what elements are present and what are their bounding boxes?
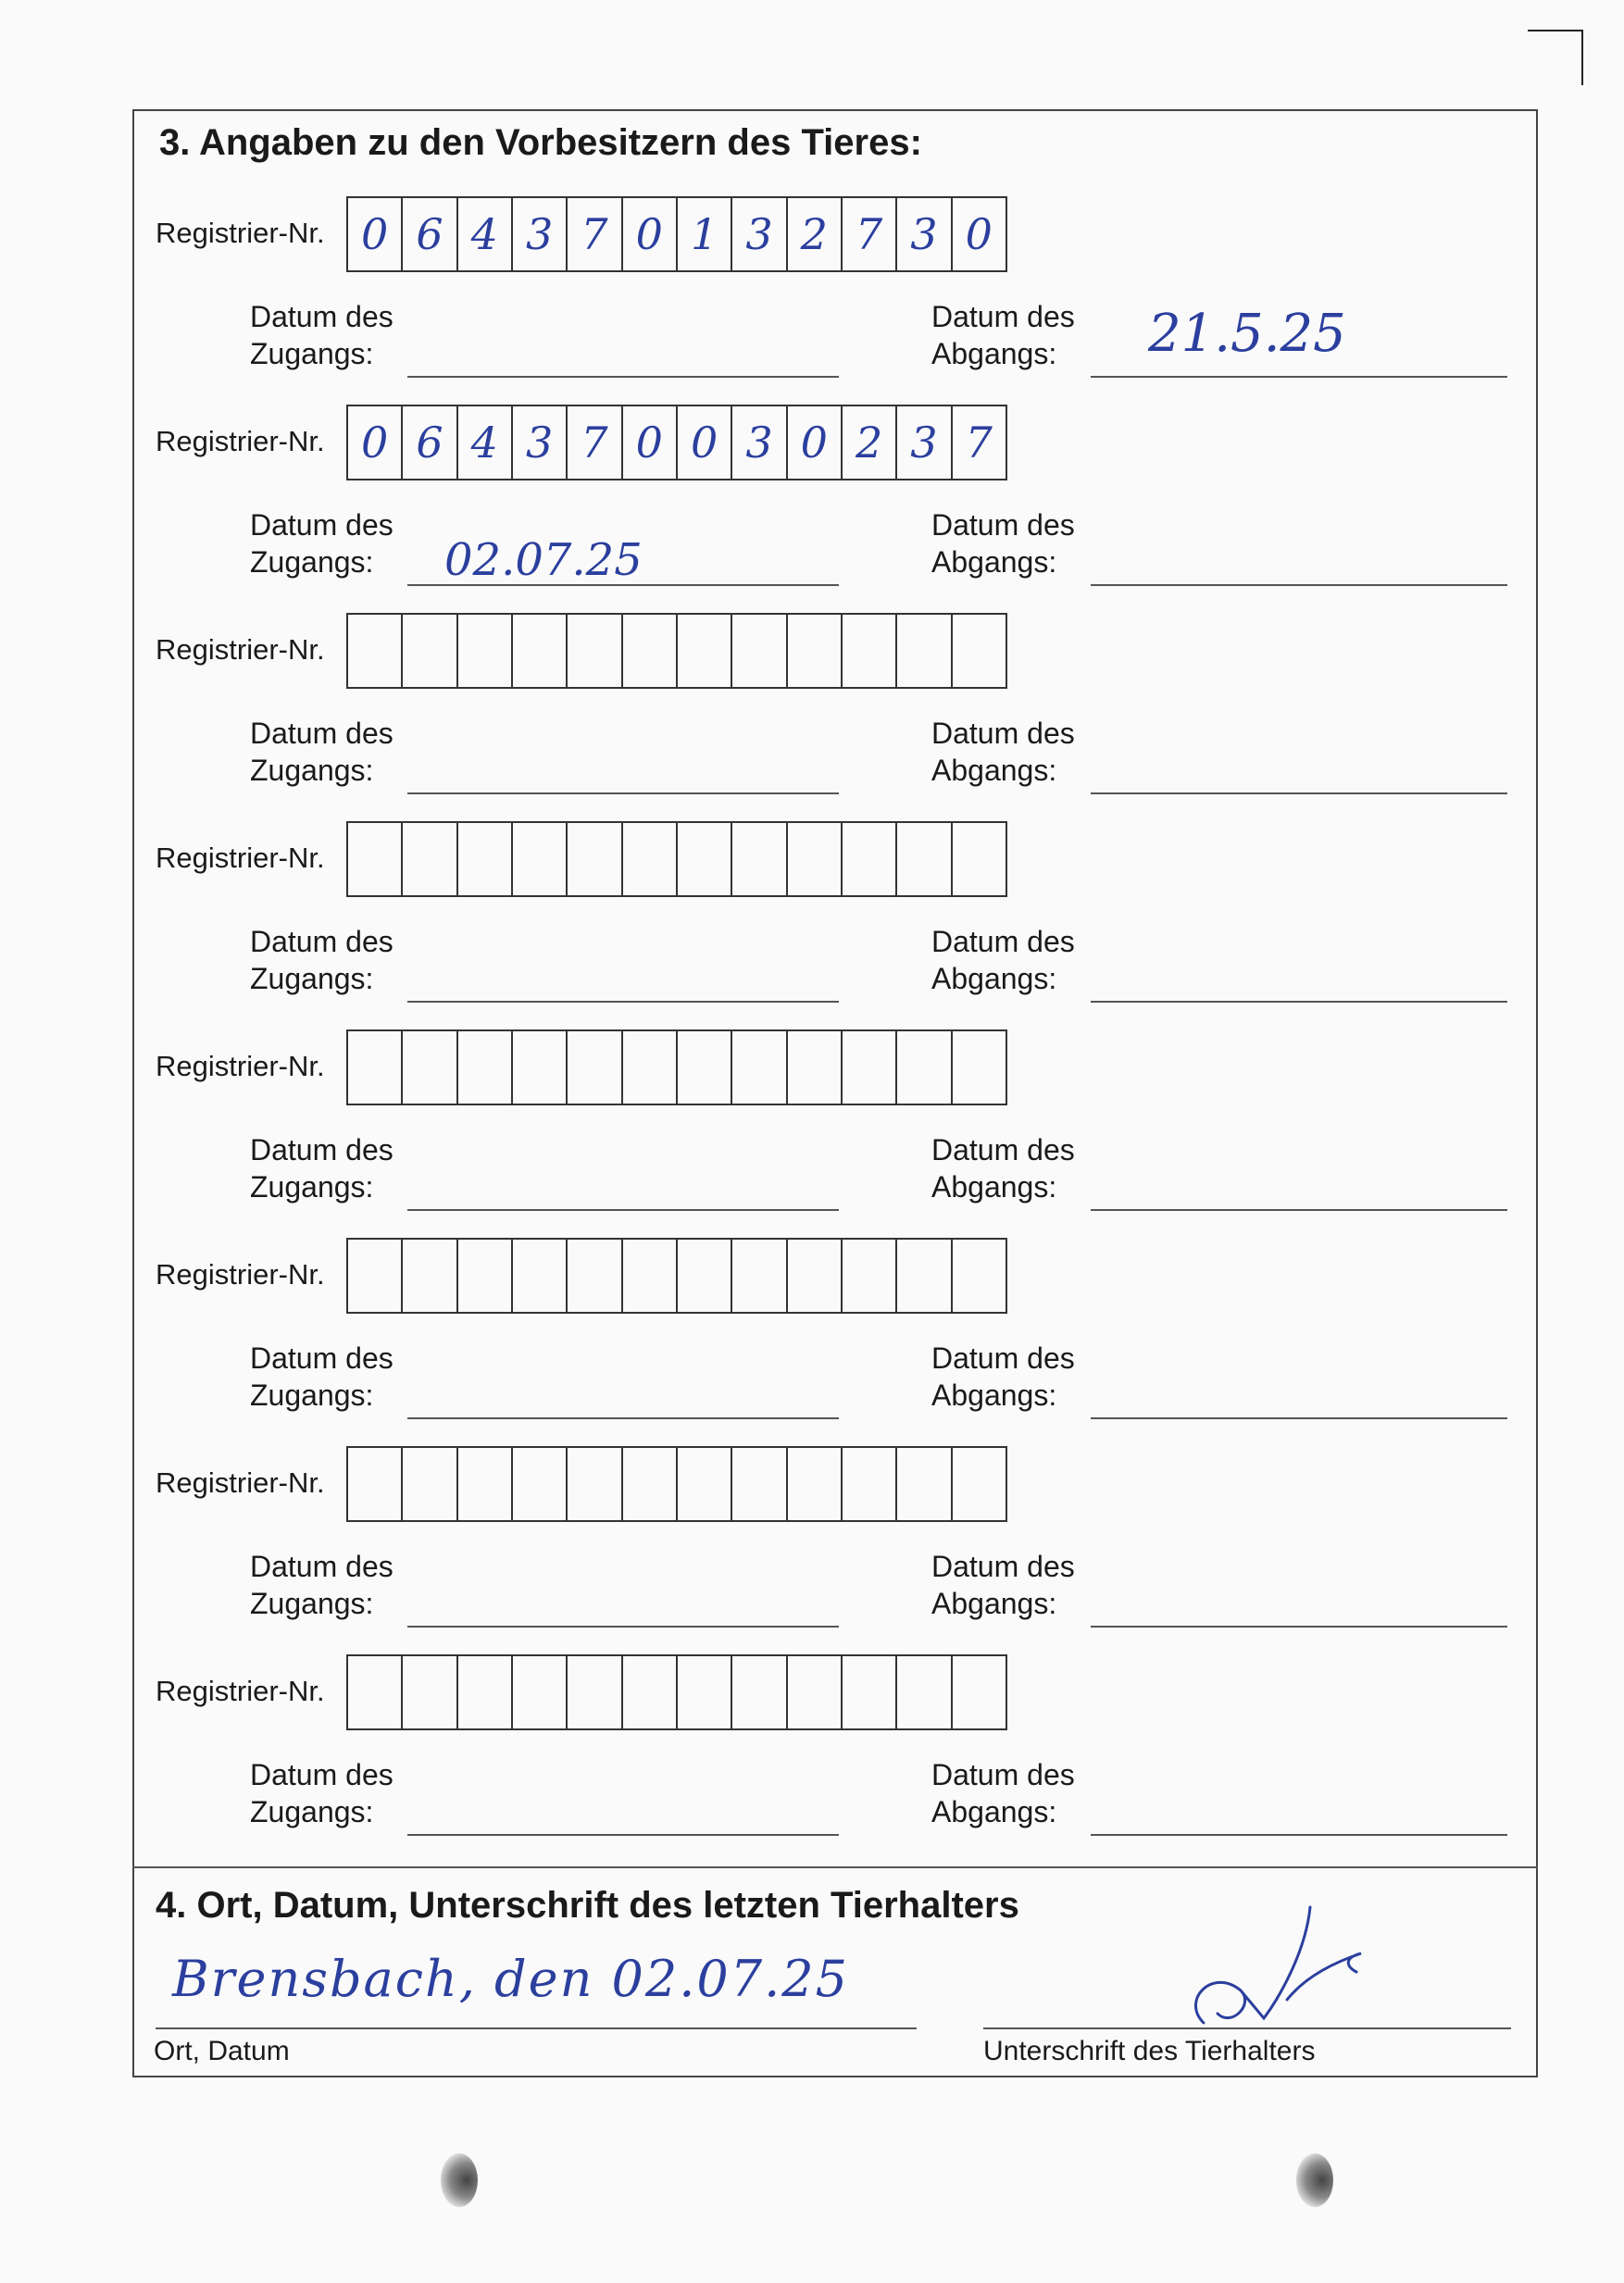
registrier-nr-digit-box[interactable]: [348, 1240, 403, 1312]
zugang-label-line2: Zugangs:: [250, 1379, 374, 1412]
registrier-nr-digit-box[interactable]: [348, 823, 403, 895]
registrier-nr-digit-box[interactable]: [348, 1031, 403, 1104]
registrier-nr-digit-box[interactable]: 0: [348, 198, 403, 270]
abgang-label-line1: Datum des: [931, 1550, 1075, 1583]
zugang-date-line: [407, 1626, 839, 1628]
zugang-label-line1: Datum des: [250, 1341, 394, 1375]
zugang-label-line1: Datum des: [250, 1133, 394, 1166]
registrier-nr-digit-box[interactable]: 3: [513, 198, 568, 270]
registrier-nr-digit-box[interactable]: [458, 1240, 513, 1312]
registrier-nr-boxes[interactable]: [346, 1238, 1007, 1314]
registrier-nr-digit-box[interactable]: [568, 1031, 622, 1104]
registrier-nr-digit-box[interactable]: [732, 1448, 787, 1520]
zugang-label-line2: Zugangs:: [250, 545, 374, 579]
registrier-nr-digit-box[interactable]: [458, 1656, 513, 1728]
registrier-nr-digit-box[interactable]: [568, 1240, 622, 1312]
registrier-nr-digit-box[interactable]: [513, 1656, 568, 1728]
registrier-nr-digit-box[interactable]: [678, 1240, 732, 1312]
registrier-nr-digit-box[interactable]: [953, 1656, 1006, 1728]
registrier-nr-digit-box[interactable]: [897, 1031, 952, 1104]
zugang-label-line2: Zugangs:: [250, 337, 374, 370]
section-4-title: 4. Ort, Datum, Unterschrift des letzten Tierhalters: [156, 1885, 1019, 1926]
registrier-nr-digit-box[interactable]: [623, 1448, 678, 1520]
registrier-nr-digit-box[interactable]: 3: [513, 406, 568, 479]
registrier-nr-boxes[interactable]: [346, 821, 1007, 897]
registrier-nr-digit-box[interactable]: 0: [348, 406, 403, 479]
registrier-nr-digit-box[interactable]: 0: [678, 406, 732, 479]
registrier-nr-digit-box[interactable]: [953, 1448, 1006, 1520]
ort-datum-label: Ort, Datum: [154, 2036, 290, 2066]
registrier-nr-digit-box[interactable]: [623, 823, 678, 895]
registrier-nr-digit-box[interactable]: [403, 1240, 457, 1312]
abgang-date-line: [1091, 584, 1507, 586]
zugang-label-line2: Zugangs:: [250, 1587, 374, 1620]
registrier-nr-digit-box[interactable]: [843, 1448, 897, 1520]
abgang-date-line: [1091, 792, 1507, 794]
registrier-nr-digit-box[interactable]: [458, 823, 513, 895]
registrier-nr-digit-box[interactable]: 0: [965, 209, 993, 259]
registrier-nr-digit-box[interactable]: [788, 1240, 843, 1312]
registrier-nr-digit-box[interactable]: [953, 615, 1006, 687]
registrier-nr-digit-box[interactable]: 2: [843, 406, 897, 479]
registrier-nr-boxes[interactable]: [346, 613, 1007, 689]
zugang-label-line1: Datum des: [250, 508, 394, 542]
abgang-label-line2: Abgangs:: [931, 754, 1057, 787]
registrier-nr-digit-box[interactable]: [843, 1240, 897, 1312]
registrier-nr-digit-box[interactable]: [568, 823, 622, 895]
registrier-nr-digit-box[interactable]: 0: [623, 406, 678, 479]
abgang-date-line: [1091, 1417, 1507, 1419]
registrier-nr-digit-box[interactable]: [678, 1656, 732, 1728]
registrier-nr-digit-box[interactable]: [348, 1656, 403, 1728]
registrier-nr-digit-box[interactable]: [513, 1448, 568, 1520]
registrier-nr-digit-box[interactable]: 4: [458, 198, 513, 270]
registrier-nr-boxes[interactable]: [346, 405, 1007, 480]
registrier-nr-digit-box[interactable]: [458, 1448, 513, 1520]
abgang-date-line: [1091, 1209, 1507, 1211]
signature-label: Unterschrift des Tierhalters: [983, 2036, 1316, 2066]
abgang-label-line1: Datum des: [931, 717, 1075, 750]
abgang-label-line2: Abgangs:: [931, 1587, 1057, 1620]
zugang-label-line1: Datum des: [250, 1758, 394, 1791]
registrier-nr-digit-box[interactable]: 3: [732, 198, 787, 270]
registrier-nr-digit-box[interactable]: [788, 823, 843, 895]
registrier-nr-digit-box[interactable]: [623, 1240, 678, 1312]
registrier-nr-digit-box[interactable]: [897, 1656, 952, 1728]
registrier-nr-digit-box[interactable]: [788, 615, 843, 687]
registrier-nr-digit-box[interactable]: [843, 1031, 897, 1104]
section-3-title: 3. Angaben zu den Vorbesitzern des Tieres:: [159, 122, 922, 163]
abgang-label-line2: Abgangs:: [931, 1795, 1057, 1828]
zugang-date-line: [407, 1834, 839, 1836]
registrier-nr-label: Registrier-Nr.: [156, 1258, 325, 1291]
registrier-nr-digit-box[interactable]: [732, 823, 787, 895]
registrier-nr-digit-box[interactable]: [458, 1031, 513, 1104]
zugang-date-line: [407, 1209, 839, 1211]
abgang-label-line2: Abgangs:: [931, 545, 1057, 579]
ort-datum-value[interactable]: Brensbach, den 02.07.25: [172, 1950, 849, 2008]
punch-hole-left: [441, 2153, 478, 2207]
zugang-label-line2: Zugangs:: [250, 1795, 374, 1828]
registrier-nr-boxes[interactable]: [346, 1446, 1007, 1522]
registrier-nr-digit-box[interactable]: [843, 823, 897, 895]
registrier-nr-digit-box[interactable]: 6: [403, 406, 457, 479]
registrier-nr-boxes[interactable]: [346, 1654, 1007, 1730]
registrier-nr-digit-box[interactable]: [348, 615, 403, 687]
registrier-nr-digit-box[interactable]: [843, 615, 897, 687]
registrier-nr-digit-box[interactable]: [458, 615, 513, 687]
registrier-nr-digit-box[interactable]: [348, 1448, 403, 1520]
registrier-nr-digit-box[interactable]: [732, 615, 787, 687]
registrier-nr-boxes[interactable]: [346, 196, 1007, 272]
registrier-nr-digit-box[interactable]: [788, 1656, 843, 1728]
abgang-label-line1: Datum des: [931, 1758, 1075, 1791]
registrier-nr-digit-box[interactable]: [678, 1448, 732, 1520]
zugang-label-line2: Zugangs:: [250, 1170, 374, 1204]
registrier-nr-digit-box[interactable]: 7: [843, 198, 897, 270]
registrier-nr-boxes[interactable]: [346, 1029, 1007, 1105]
registrier-nr-digit-box[interactable]: [788, 1031, 843, 1104]
registrier-nr-digit-box[interactable]: [568, 615, 622, 687]
zugang-date-value[interactable]: 02.07.25: [444, 534, 643, 586]
registrier-nr-digit-box[interactable]: 6: [403, 198, 457, 270]
abgang-label-line1: Datum des: [931, 300, 1075, 333]
punch-hole-right: [1296, 2153, 1333, 2207]
registrier-nr-label: Registrier-Nr.: [156, 633, 325, 666]
zugang-label-line2: Zugangs:: [250, 754, 374, 787]
zugang-label-line1: Datum des: [250, 300, 394, 333]
registrier-nr-digit-box[interactable]: [403, 1031, 457, 1104]
abgang-date-line: [1091, 1626, 1507, 1628]
registrier-nr-label: Registrier-Nr.: [156, 842, 325, 874]
registrier-nr-digit-box[interactable]: [403, 615, 457, 687]
registrier-nr-digit-box[interactable]: 7: [965, 418, 993, 468]
section-divider: [132, 1866, 1538, 1868]
registrier-nr-digit-box[interactable]: 3: [897, 198, 952, 270]
registrier-nr-digit-box[interactable]: [678, 1031, 732, 1104]
registrier-nr-label: Registrier-Nr.: [156, 217, 325, 249]
registrier-nr-digit-box[interactable]: [403, 1656, 457, 1728]
registrier-nr-label: Registrier-Nr.: [156, 425, 325, 457]
registrier-nr-digit-box[interactable]: 3: [897, 406, 952, 479]
registrier-nr-digit-box[interactable]: [732, 1656, 787, 1728]
corner-crop-mark: [1528, 30, 1583, 85]
ort-datum-line: [156, 2027, 917, 2029]
abgang-date-value[interactable]: 21.5.25: [1148, 304, 1346, 364]
zugang-date-line: [407, 1001, 839, 1003]
abgang-date-line: [1091, 1834, 1507, 1836]
registrier-nr-digit-box[interactable]: [403, 823, 457, 895]
registrier-nr-digit-box[interactable]: [568, 1656, 622, 1728]
abgang-date-line: [1091, 1001, 1507, 1003]
registrier-nr-digit-box[interactable]: [513, 823, 568, 895]
registrier-nr-digit-box[interactable]: [732, 1240, 787, 1312]
registrier-nr-label: Registrier-Nr.: [156, 1466, 325, 1499]
abgang-label-line2: Abgangs:: [931, 962, 1057, 995]
abgang-label-line1: Datum des: [931, 1341, 1075, 1375]
abgang-label-line2: Abgangs:: [931, 1170, 1057, 1204]
registrier-nr-digit-box[interactable]: 7: [568, 406, 622, 479]
zugang-label-line1: Datum des: [250, 925, 394, 958]
registrier-nr-digit-box[interactable]: [513, 615, 568, 687]
abgang-label-line2: Abgangs:: [931, 1379, 1057, 1412]
registrier-nr-digit-box[interactable]: 2: [788, 198, 843, 270]
registrier-nr-digit-box[interactable]: [568, 1448, 622, 1520]
abgang-label-line1: Datum des: [931, 508, 1075, 542]
registrier-nr-label: Registrier-Nr.: [156, 1050, 325, 1082]
zugang-label-line1: Datum des: [250, 1550, 394, 1583]
registrier-nr-digit-box[interactable]: [623, 1656, 678, 1728]
abgang-label-line1: Datum des: [931, 925, 1075, 958]
abgang-date-line: [1091, 376, 1507, 378]
registrier-nr-digit-box[interactable]: [623, 615, 678, 687]
registrier-nr-digit-box[interactable]: [953, 1240, 1006, 1312]
registrier-nr-digit-box[interactable]: [843, 1656, 897, 1728]
registrier-nr-digit-box[interactable]: [732, 1031, 787, 1104]
registrier-nr-digit-box[interactable]: [897, 615, 952, 687]
registrier-nr-digit-box[interactable]: 0: [623, 198, 678, 270]
zugang-date-line: [407, 1417, 839, 1419]
registrier-nr-label: Registrier-Nr.: [156, 1675, 325, 1707]
registrier-nr-digit-box[interactable]: [678, 615, 732, 687]
zugang-date-line: [407, 792, 839, 794]
zugang-date-line: [407, 376, 839, 378]
signature-line: [983, 2027, 1511, 2029]
abgang-label-line1: Datum des: [931, 1133, 1075, 1166]
registrier-nr-digit-box[interactable]: 7: [568, 198, 622, 270]
registrier-nr-digit-box[interactable]: [513, 1240, 568, 1312]
abgang-label-line2: Abgangs:: [931, 337, 1057, 370]
registrier-nr-digit-box[interactable]: [403, 1448, 457, 1520]
registrier-nr-digit-box[interactable]: 4: [458, 406, 513, 479]
registrier-nr-digit-box[interactable]: 1: [678, 198, 732, 270]
zugang-label-line1: Datum des: [250, 717, 394, 750]
registrier-nr-digit-box[interactable]: [513, 1031, 568, 1104]
registrier-nr-digit-box[interactable]: [788, 1448, 843, 1520]
registrier-nr-digit-box[interactable]: [953, 823, 1006, 895]
registrier-nr-digit-box[interactable]: 0: [788, 406, 843, 479]
registrier-nr-digit-box[interactable]: [897, 1448, 952, 1520]
zugang-date-line: [407, 584, 839, 586]
registrier-nr-digit-box[interactable]: 3: [732, 406, 787, 479]
registrier-nr-digit-box[interactable]: [953, 1031, 1006, 1104]
registrier-nr-digit-box[interactable]: [897, 1240, 952, 1312]
signature-image: [1176, 1889, 1380, 2037]
registrier-nr-digit-box[interactable]: [678, 823, 732, 895]
registrier-nr-digit-box[interactable]: [897, 823, 952, 895]
registrier-nr-digit-box[interactable]: [623, 1031, 678, 1104]
zugang-label-line2: Zugangs:: [250, 962, 374, 995]
